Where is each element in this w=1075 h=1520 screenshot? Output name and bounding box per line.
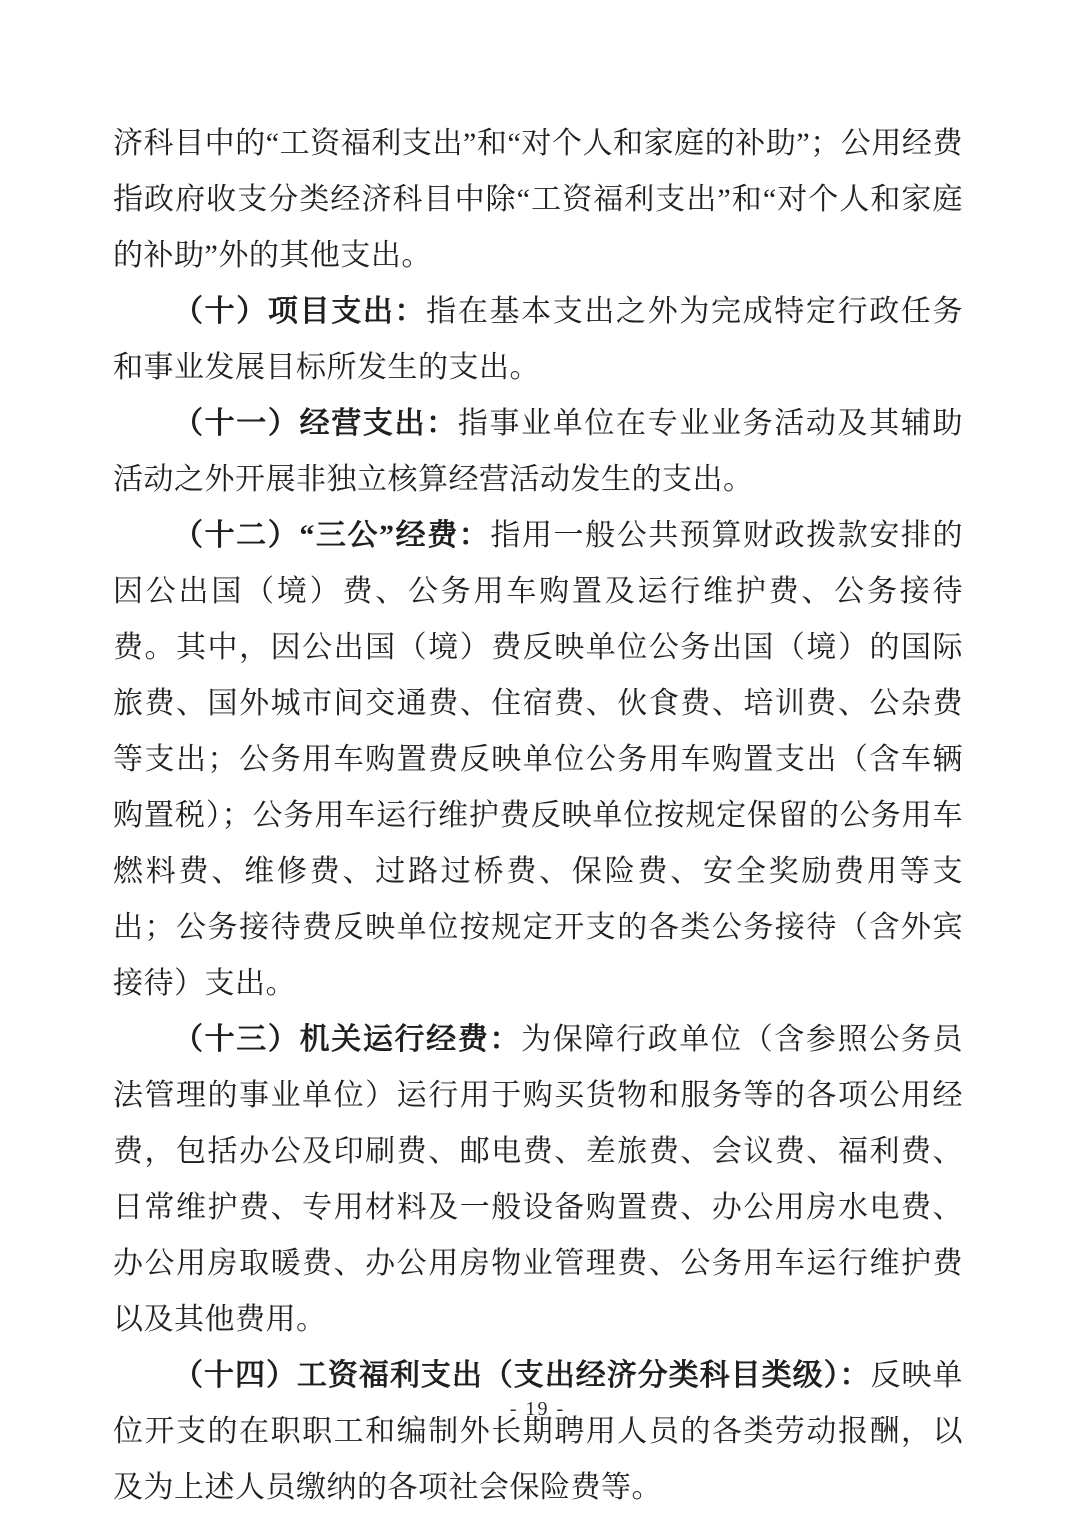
paragraph-text: 指在基本支出之外为完成特定行政任务和事业发展目标所发生的支出。 [113,295,964,384]
paragraph-item-11 [113,396,963,508]
paragraph-lead: （十二）“三公”经费： [173,519,491,552]
paragraph-text: 为保障行政单位（含参照公务员法管理的事业单位）运行用于购买货物和服务等的各项公用经费，包括办公及印刷费、邮电费、差旅费、会议费、福利费、日常维护费、专用材料及一般设备购置费、办公用房水电费、办公用房取暖费、办公用房物业管理费、公务用车运行维护费以及其他费用。 [113,1023,964,1336]
paragraph-item-10 [113,284,963,396]
paragraph-item-13 [113,1012,963,1348]
paragraph-item-14 [113,1348,963,1516]
paragraph-lead: （十三）机关运行经费： [173,1023,522,1056]
document-body [113,116,963,1516]
paragraph-lead: （十）项目支出： [173,295,427,328]
paragraph-item-12 [113,508,963,1012]
paragraph-text: 济科目中的“工资福利支出”和“对个人和家庭的补助”；公用经费指政府收支分类经济科目中除“工资福利支出”和“对个人和家庭的补助”外的其他支出。 [113,127,963,272]
paragraph-lead: （十四）工资福利支出（支出经济分类科目类级）： [173,1359,871,1392]
page-number: - 19 - [509,1398,566,1420]
paragraph-text: 指用一般公共预算财政拨款安排的因公出国（境）费、公务用车购置及运行维护费、公务接待费。其中，因公出国（境）费反映单位公务出国（境）的国际旅费、国外城市间交通费、住宿费、伙食费、培训费、公杂费等支出；公务用车购置费反映单位公务用车购置支出（含车辆购置税）；公务用车运行维护费反映单位按规定保留的公务用车燃料费、维修费、过路过桥费、保险费、安全奖励费用等支出；公务接待费反映单位按规定开支的各类公务接待（含外宾接待）支出。 [113,519,964,1000]
paragraph-continuation [113,116,963,284]
paragraph-lead: （十一）经营支出： [173,407,458,440]
paragraph-text: 指事业单位在专业业务活动及其辅助活动之外开展非独立核算经营活动发生的支出。 [113,407,963,496]
paragraph-text: 反映单位开支的在职职工和编制外长期聘用人员的各类劳动报酬，以及为上述人员缴纳的各项社会保险费等。 [113,1359,964,1504]
